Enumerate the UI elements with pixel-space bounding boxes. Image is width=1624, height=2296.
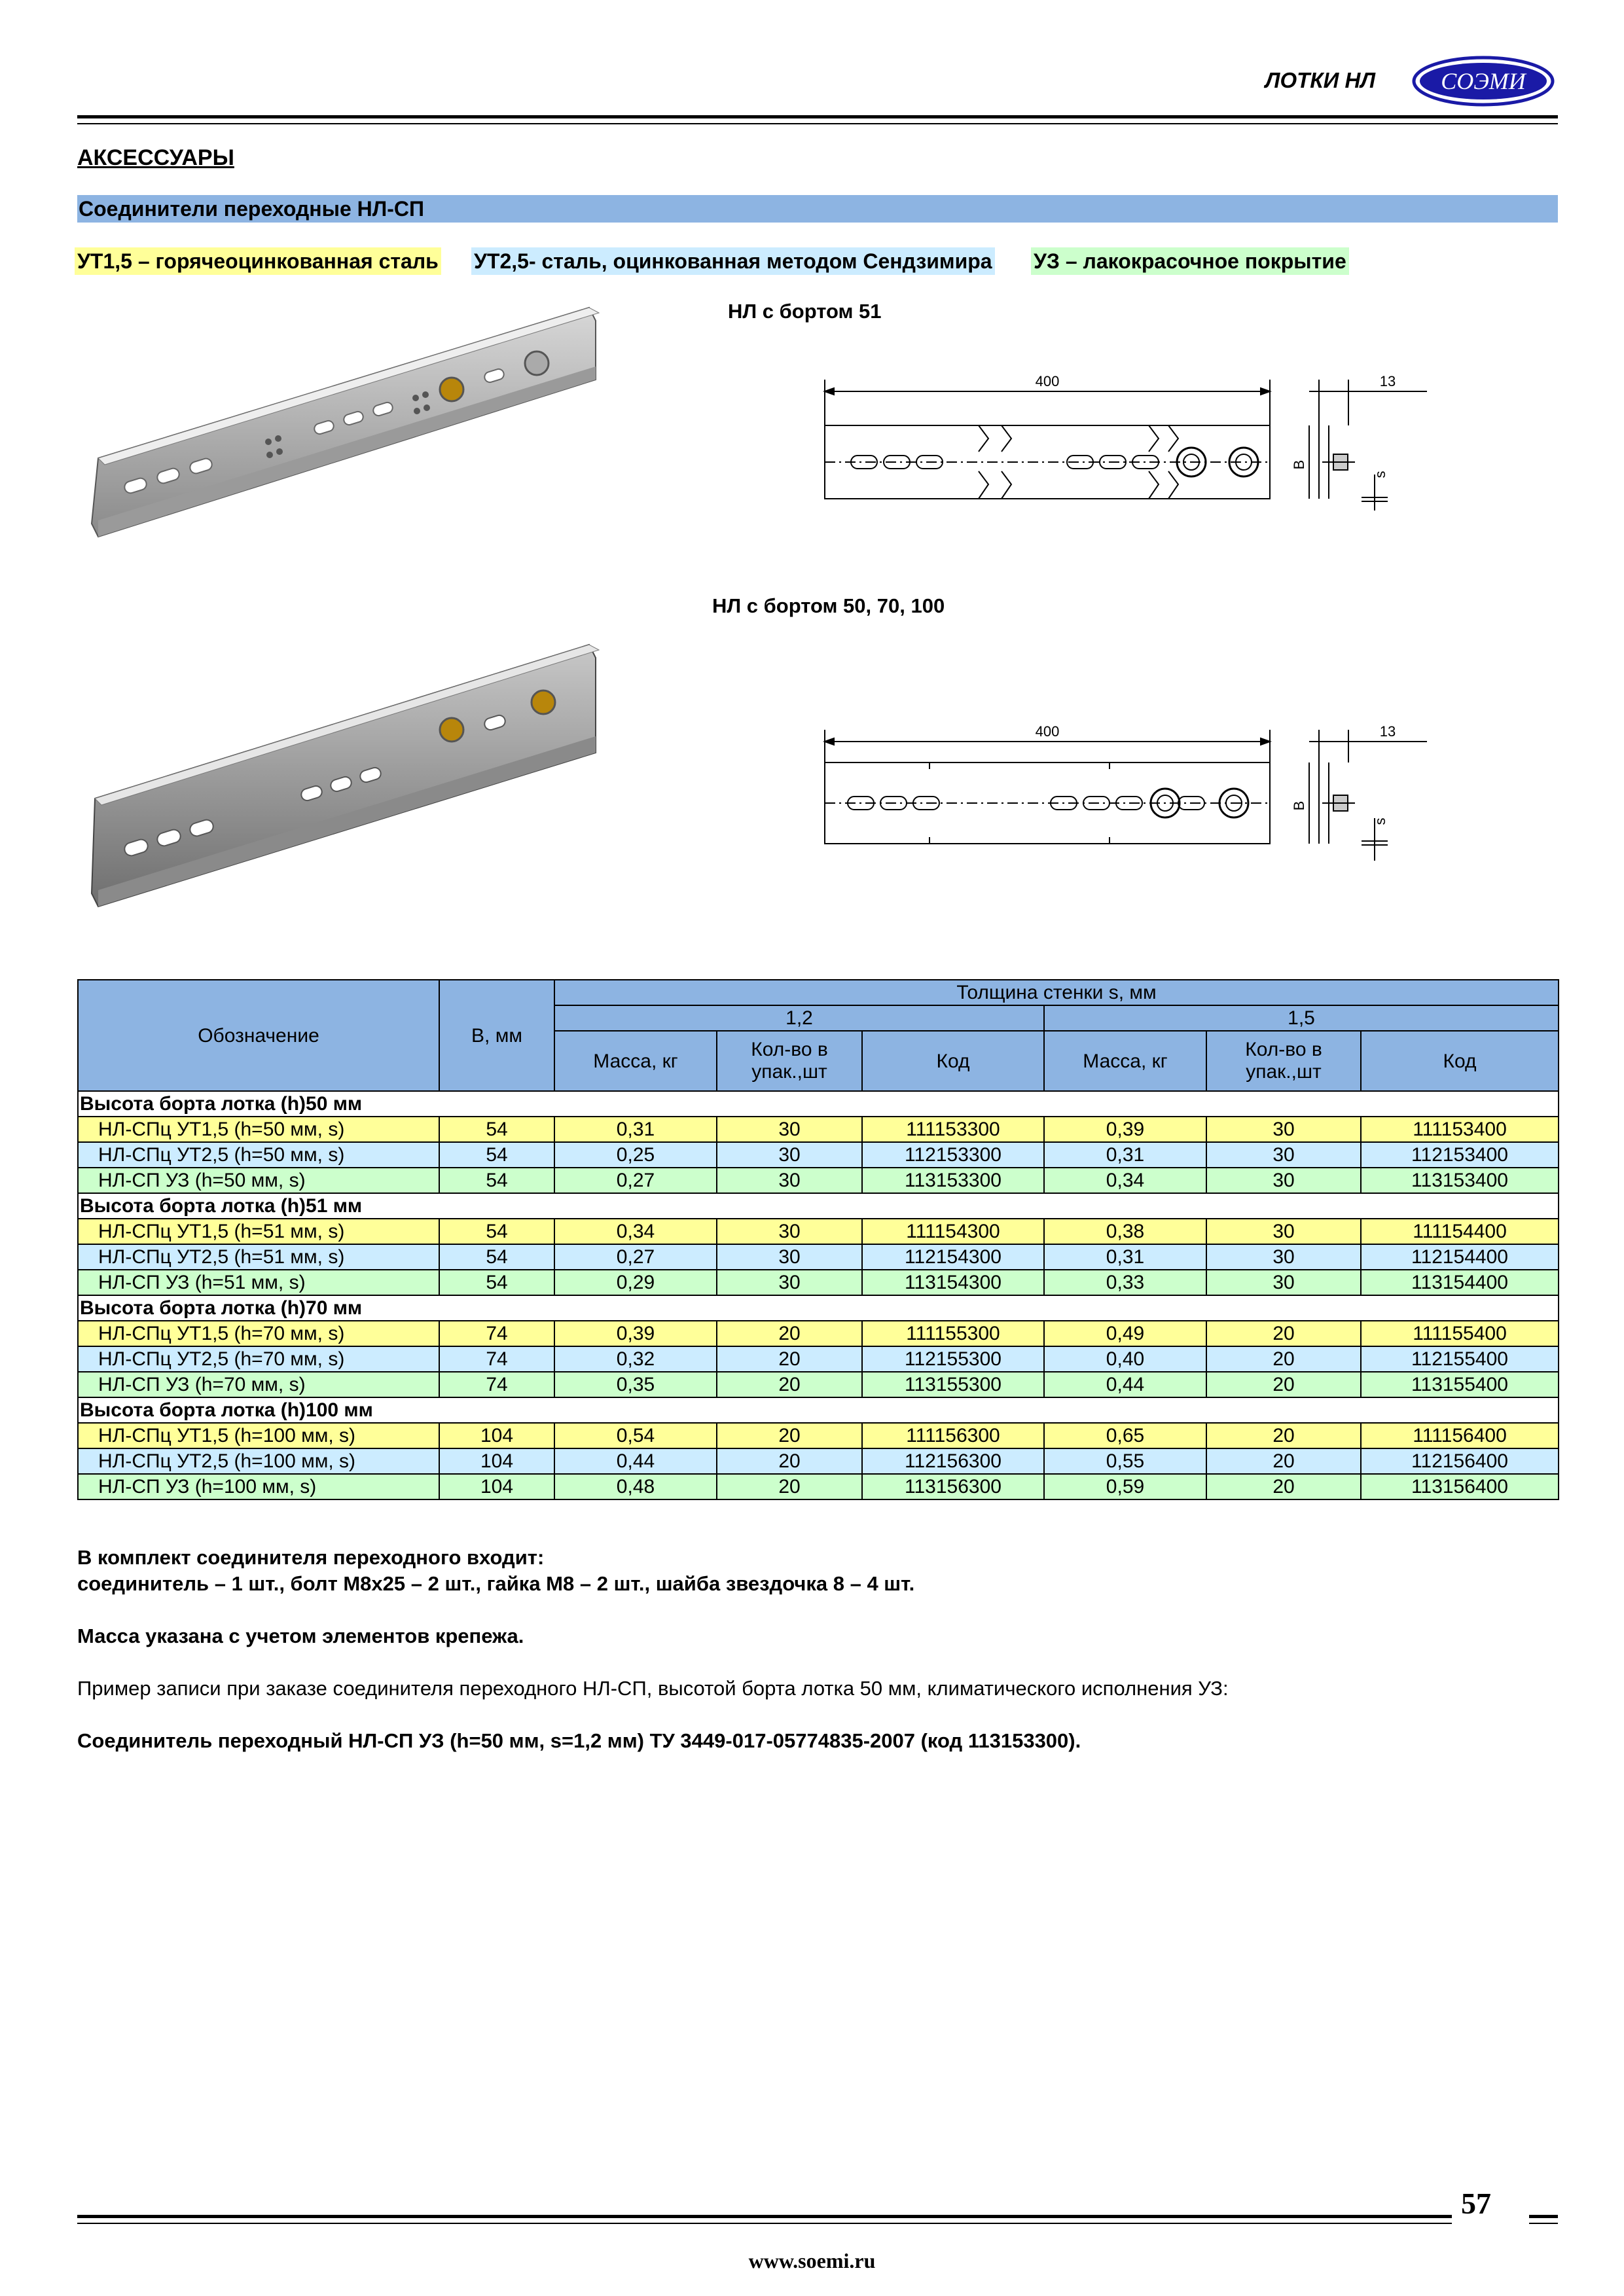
dim-width-50: 13 (1379, 723, 1396, 740)
cell-c1: 111154300 (862, 1219, 1044, 1244)
cell-q1: 20 (717, 1321, 862, 1346)
cell-m2: 0,34 (1044, 1168, 1206, 1193)
cell-b: 74 (439, 1321, 554, 1346)
cell-c1: 111153300 (862, 1117, 1044, 1142)
legend-ut15: УТ1,5 – горячеоцинкованная сталь (75, 247, 441, 275)
cell-q1: 30 (717, 1244, 862, 1270)
cell-c2: 112155400 (1361, 1346, 1559, 1372)
cell-b: 74 (439, 1372, 554, 1397)
table-row (78, 1474, 1559, 1499)
group-row (78, 1397, 1559, 1423)
footer-rule-right-1 (1529, 2215, 1558, 2218)
cell-b: 54 (439, 1117, 554, 1142)
cell-q2: 20 (1206, 1372, 1361, 1397)
cell-m2: 0,40 (1044, 1346, 1206, 1372)
connector-51-drawing (812, 367, 1440, 511)
cell-m1: 0,39 (554, 1321, 717, 1346)
cell-c1: 111156300 (862, 1423, 1044, 1448)
th-designation: Обозначение (78, 980, 439, 1091)
footer-rule-thick (77, 2215, 1452, 2218)
kit-title: В комплект соединителя переходного входит: (77, 1546, 545, 1569)
order-example-intro: Пример записи при заказе соединителя переходного НЛ-СП, высотой борта лотка 50 мм, климатического исполнения УЗ: (77, 1677, 1229, 1700)
cell-c2: 112156400 (1361, 1448, 1559, 1474)
page-number: 57 (1461, 2187, 1491, 2220)
cell-m2: 0,38 (1044, 1219, 1206, 1244)
group-row (78, 1091, 1559, 1117)
footer-url: www.soemi.ru (748, 2249, 876, 2272)
cell-q2: 20 (1206, 1346, 1361, 1372)
th-thickness-1: 1,2 (554, 1005, 1044, 1031)
cell-b: 54 (439, 1219, 554, 1244)
cell-m1: 0,54 (554, 1423, 717, 1448)
cell-c1: 112156300 (862, 1448, 1044, 1474)
table-row (78, 1423, 1559, 1448)
cell-c2: 111156400 (1361, 1423, 1559, 1448)
cell-name: НЛ-СПц УТ1,5 (h=50 мм, s) (78, 1117, 439, 1142)
cell-q1: 20 (717, 1346, 862, 1372)
footer-rule-thin (77, 2223, 1452, 2224)
order-example: Соединитель переходный НЛ-СП УЗ (h=50 мм, s=1,2 мм) ТУ 3449-017-05774835-2007 (код 113153300). (77, 1729, 1081, 1752)
caption-bort-50-70-100: НЛ с бортом 50, 70, 100 (712, 594, 945, 617)
cell-m2: 0,49 (1044, 1321, 1206, 1346)
cell-m2: 0,44 (1044, 1372, 1206, 1397)
dim-b-51: B (1291, 459, 1307, 470)
cell-q2: 30 (1206, 1168, 1361, 1193)
cell-m2: 0,59 (1044, 1474, 1206, 1499)
cell-q2: 20 (1206, 1448, 1361, 1474)
table-row (78, 1219, 1559, 1244)
cell-c2: 112154400 (1361, 1244, 1559, 1270)
table-row (78, 1168, 1559, 1193)
cell-name: НЛ-СП УЗ (h=51 мм, s) (78, 1270, 439, 1295)
cell-q2: 30 (1206, 1142, 1361, 1168)
cell-q1: 30 (717, 1219, 862, 1244)
cell-b: 54 (439, 1270, 554, 1295)
cell-q1: 30 (717, 1168, 862, 1193)
logo-text: СОЭМИ (1441, 68, 1526, 94)
cell-name: НЛ-СП УЗ (h=70 мм, s) (78, 1372, 439, 1397)
cell-c1: 112155300 (862, 1346, 1044, 1372)
cell-q1: 20 (717, 1423, 862, 1448)
cell-c1: 111155300 (862, 1321, 1044, 1346)
cell-b: 74 (439, 1346, 554, 1372)
cell-m1: 0,25 (554, 1142, 717, 1168)
group-row (78, 1295, 1559, 1321)
dim-b-50: B (1291, 800, 1307, 811)
table-row (78, 1244, 1559, 1270)
kit-items: соединитель – 1 шт., болт М8х25 – 2 шт., гайка М8 – 2 шт., шайба звездочка 8 – 4 шт. (77, 1572, 915, 1595)
header-title: ЛОТКИ НЛ (1265, 68, 1375, 92)
cell-name: НЛ-СП УЗ (h=50 мм, s) (78, 1168, 439, 1193)
cell-b: 54 (439, 1168, 554, 1193)
cell-b: 104 (439, 1474, 554, 1499)
cell-m2: 0,55 (1044, 1448, 1206, 1474)
cell-m2: 0,65 (1044, 1423, 1206, 1448)
cell-q1: 20 (717, 1474, 862, 1499)
cell-q2: 20 (1206, 1321, 1361, 1346)
cell-m1: 0,29 (554, 1270, 717, 1295)
group-title: Высота борта лотка (h)100 мм (78, 1397, 1559, 1423)
cell-m1: 0,44 (554, 1448, 717, 1474)
cell-q2: 20 (1206, 1474, 1361, 1499)
cell-c1: 113154300 (862, 1270, 1044, 1295)
cell-m1: 0,27 (554, 1244, 717, 1270)
cell-c2: 113155400 (1361, 1372, 1559, 1397)
cell-q2: 30 (1206, 1244, 1361, 1270)
cell-name: НЛ-СПц УТ2,5 (h=100 мм, s) (78, 1448, 439, 1474)
cell-b: 104 (439, 1448, 554, 1474)
dim-length-50: 400 (1035, 723, 1060, 740)
cell-c1: 113155300 (862, 1372, 1044, 1397)
cell-b: 54 (439, 1142, 554, 1168)
cell-c2: 113156400 (1361, 1474, 1559, 1499)
table-row (78, 1321, 1559, 1346)
th-qty-1: Кол-во в упак.,шт (717, 1031, 862, 1091)
th-thickness-2: 1,5 (1044, 1005, 1559, 1031)
subsection-title: Соединители переходные НЛ-СП (77, 195, 1558, 223)
connector-51-render (85, 295, 602, 550)
cell-name: НЛ-СП УЗ (h=100 мм, s) (78, 1474, 439, 1499)
cell-name: НЛ-СПц УТ1,5 (h=70 мм, s) (78, 1321, 439, 1346)
cell-m1: 0,34 (554, 1219, 717, 1244)
header-rule-thick (77, 115, 1558, 118)
cell-q2: 30 (1206, 1117, 1361, 1142)
cell-b: 54 (439, 1244, 554, 1270)
legend-u3: УЗ – лакокрасочное покрытие (1031, 247, 1349, 275)
group-title: Высота борта лотка (h)51 мм (78, 1193, 1559, 1219)
connector-50-70-100-render (85, 638, 602, 916)
cell-m1: 0,48 (554, 1474, 717, 1499)
cell-m1: 0,32 (554, 1346, 717, 1372)
soemi-logo (1411, 55, 1556, 107)
th-qty-2: Кол-во в упак.,шт (1206, 1031, 1361, 1091)
th-mass-2: Масса, кг (1044, 1031, 1206, 1091)
th-code-1: Код (862, 1031, 1044, 1091)
cell-m2: 0,31 (1044, 1142, 1206, 1168)
section-title: АКСЕССУАРЫ (77, 145, 234, 170)
header-rule-thin (77, 123, 1558, 124)
mass-note: Масса указана с учетом элементов крепежа. (77, 1624, 524, 1647)
group-title: Высота борта лотка (h)50 мм (78, 1091, 1559, 1117)
spec-table (77, 979, 1559, 1500)
th-code-2: Код (1361, 1031, 1559, 1091)
cell-name: НЛ-СПц УТ2,5 (h=51 мм, s) (78, 1244, 439, 1270)
legend-ut25: УТ2,5- сталь, оцинкованная методом Сендзимира (471, 247, 995, 275)
cell-q1: 30 (717, 1142, 862, 1168)
group-title: Высота борта лотка (h)70 мм (78, 1295, 1559, 1321)
cell-m2: 0,33 (1044, 1270, 1206, 1295)
table-row (78, 1270, 1559, 1295)
cell-b: 104 (439, 1423, 554, 1448)
cell-c1: 113156300 (862, 1474, 1044, 1499)
cell-q2: 20 (1206, 1423, 1361, 1448)
cell-c2: 111153400 (1361, 1117, 1559, 1142)
cell-m1: 0,31 (554, 1117, 717, 1142)
dim-width-51: 13 (1379, 373, 1396, 389)
cell-name: НЛ-СПц УТ1,5 (h=51 мм, s) (78, 1219, 439, 1244)
cell-c1: 113153300 (862, 1168, 1044, 1193)
th-b-mm: B, мм (439, 980, 554, 1091)
cell-c2: 111154400 (1361, 1219, 1559, 1244)
cell-c2: 112153400 (1361, 1142, 1559, 1168)
cell-q2: 30 (1206, 1270, 1361, 1295)
th-wall-thickness: Толщина стенки s, мм (554, 980, 1559, 1005)
dim-length-51: 400 (1035, 373, 1060, 389)
cell-m2: 0,39 (1044, 1117, 1206, 1142)
cell-name: НЛ-СПц УТ2,5 (h=50 мм, s) (78, 1142, 439, 1168)
table-row (78, 1346, 1559, 1372)
cell-c2: 111155400 (1361, 1321, 1559, 1346)
cell-m1: 0,27 (554, 1168, 717, 1193)
dim-s-50: s (1372, 817, 1388, 825)
cell-m2: 0,31 (1044, 1244, 1206, 1270)
table-row (78, 1372, 1559, 1397)
table-row (78, 1142, 1559, 1168)
cell-name: НЛ-СПц УТ2,5 (h=70 мм, s) (78, 1346, 439, 1372)
table-row (78, 1117, 1559, 1142)
dim-s-51: s (1372, 471, 1388, 478)
connector-50-70-100-drawing (812, 717, 1440, 861)
cell-q1: 20 (717, 1448, 862, 1474)
table-row (78, 1448, 1559, 1474)
cell-c2: 113153400 (1361, 1168, 1559, 1193)
th-mass-1: Масса, кг (554, 1031, 717, 1091)
cell-q2: 30 (1206, 1219, 1361, 1244)
caption-bort-51: НЛ с бортом 51 (728, 300, 882, 323)
cell-q1: 20 (717, 1372, 862, 1397)
group-row (78, 1193, 1559, 1219)
cell-c1: 112153300 (862, 1142, 1044, 1168)
cell-m1: 0,35 (554, 1372, 717, 1397)
cell-q1: 30 (717, 1270, 862, 1295)
cell-name: НЛ-СПц УТ1,5 (h=100 мм, s) (78, 1423, 439, 1448)
cell-c1: 112154300 (862, 1244, 1044, 1270)
footer-rule-right-2 (1529, 2223, 1558, 2224)
cell-c2: 113154400 (1361, 1270, 1559, 1295)
cell-q1: 30 (717, 1117, 862, 1142)
